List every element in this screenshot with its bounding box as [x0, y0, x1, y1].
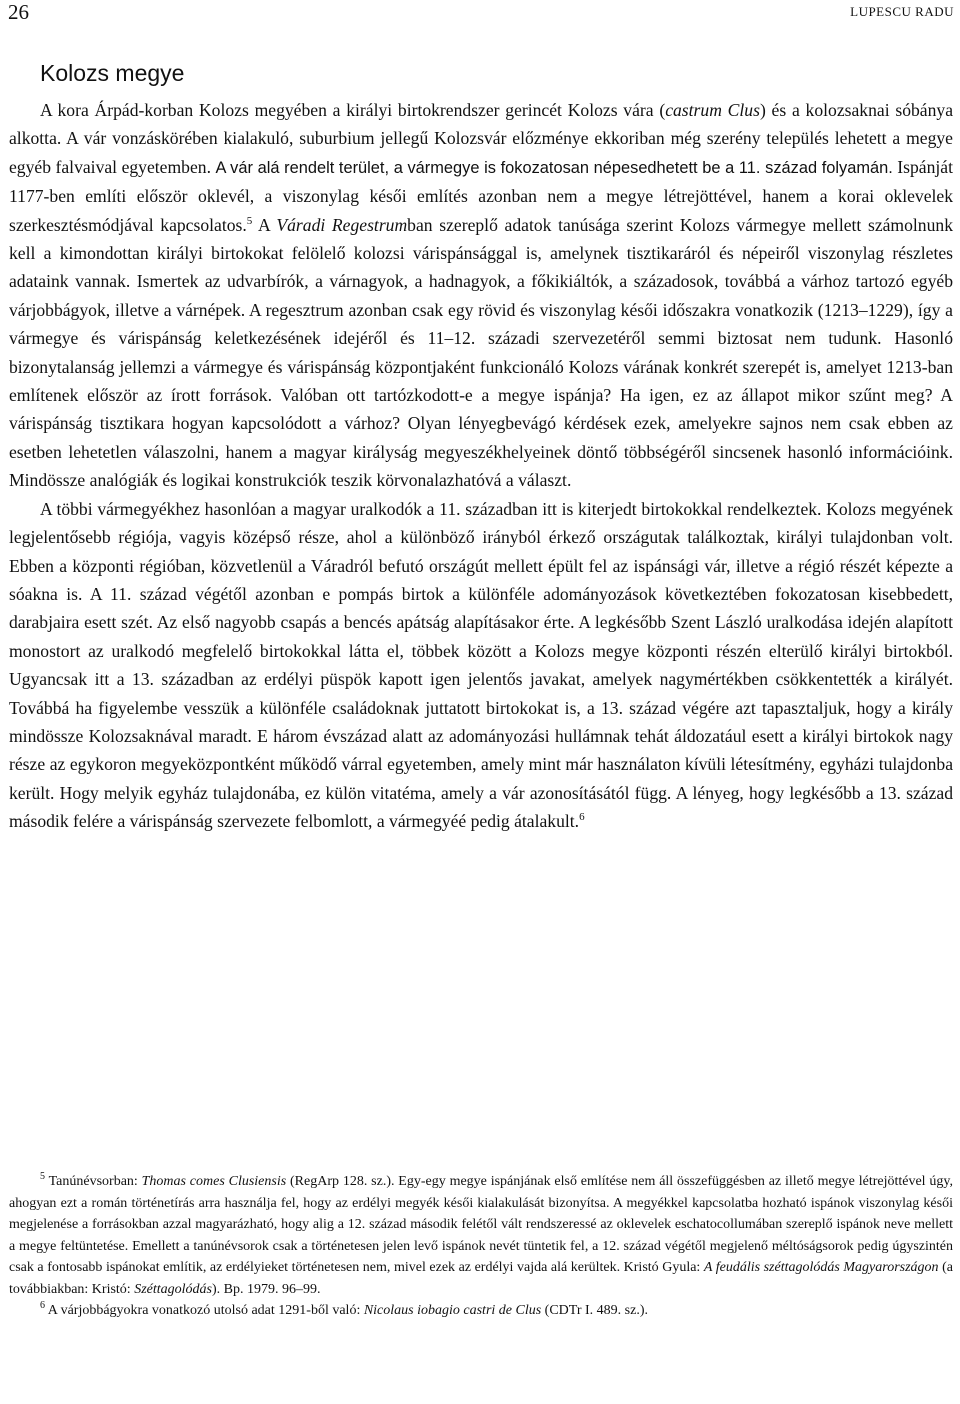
- footnote-5: [9, 1171, 953, 1300]
- italic-term: castrum Clus: [665, 100, 760, 120]
- footnote-number: 5: [40, 1171, 45, 1182]
- footnote-number: 6: [40, 1300, 45, 1311]
- text-span: Tanúnévsorban:: [45, 1174, 142, 1189]
- page-header: [0, 0, 960, 30]
- footnote-6: [9, 1300, 953, 1322]
- text-span: (RegArp 128. sz.). Egy-egy megye ispánjának első említése nem áll összefüggésben az illető megye létrejöttével úgy, ahogyan ezt a román történetírás arra használja fel, hogy az erdélyi megyék késői kialakulását bizonyítsa. A megyékkel kapcsolatba hozható ispánok viszonylag késői megjelenése a forrásokban azzal magyarázható, hogy alig a 12. század második felétől vált rendszeressé az oklevelek eschatocollumában szereplő ispánok neve mellett a megye feltüntetése. Emellett a tanúnévsorok csak a történetesen jelen levő ispánok nevét tüntetik fel, a 12. század végétől megjelenő méltóságsorok pedig úgyszintén csak a fontosabb ispánokat említik, az erdélyieket történetesen nem, mivel ezek az erdélyi vajda alá kerültek. Kristó Gyula:: [9, 1174, 953, 1275]
- text-span: (a továbbiakban: Kristó:: [9, 1260, 953, 1297]
- page-number: 26: [8, 0, 29, 24]
- footnote-ref-5[interactable]: 5: [246, 214, 253, 227]
- text-span: A többi vármegyékhez hasonlóan a magyar uralkodók a 11. században itt is kiterjedt birtokokkal rendelkeztek. Kolozs megyének legjelentősebb régiója, vagyis középső része, ahol a különböző irányból érkező országutak találkoztak, királyi tulajdonban volt. Ebben a központi régióban, közvetlenül a Váradról befutó országút mellett épült fel az ispánsági vár, illetve a régió részét képezte a sóakna is. A 11. század végétől azonban e pompás birtok a különféle adományozások következtében fokozatosan kisebbedett, darabjaira esett szét. Az első nagyobb csapás a bencés apátság alapításakor érte. A legkésőbb Szent László uralkodása idején alapított monostort az uralkodó megfelelő birtokokkal látta el, többek között a Kolozs megye központi részén elterülő királyi birtokból. Ugyancsak itt a 13. században az erdélyi püspök kapott igen jelentős javakat, amelyek nagymértékben csökkentették a királyét. Továbbá ha figyelembe vesszük a különféle családoknak juttatott birtokokat is, a 13. század végére azt tapasztaljuk, hogy a király mindössze Kolozsaknával maradt. E három évszázad alatt az adományozási hullámnak tehát áldozatául esett a királyi birtokok nagy része az egykoron megyeközpontként működő várral egyetemben, amely mint már használaton kívüli létesítmény, egyházi tulajdonba került. Hogy melyik egyház tulajdonába, ez külön vitatéma, amely a vár azonosításától függ. A lényeg, hogy legkésőbb a 13. század második felére a várispánság szervezete felbomlott, a vármegyéé pedig átalakult.: [9, 498, 953, 832]
- text-span: ). Bp. 1979. 96–99.: [211, 1281, 321, 1297]
- section-title: Kolozs megye: [40, 60, 185, 86]
- paragraph-1: [9, 96, 953, 495]
- text-span: Ispánját 1177-ben említi először oklevél, a viszonylag késői említés azonban nem a megye létrejöttével, hanem a korai oklevelek szerkesztésmódjával kapcsolatos.: [9, 156, 953, 235]
- main-text: [9, 96, 953, 836]
- text-span: A várjobbágyokra vonatkozó utolsó adat 1291-ből való:: [45, 1303, 364, 1318]
- text-span: (CDTr I. 489. sz.).: [541, 1303, 648, 1318]
- italic-term: Thomas comes Clusiensis: [141, 1174, 287, 1189]
- text-span: A: [252, 214, 277, 235]
- text-span: A kora Árpád-korban Kolozs megyében a királyi birtokrendszer gerincét Kolozs vára (: [40, 100, 666, 120]
- text-span: ) és a kolozsaknai sóbánya alkotta. A vár vonzáskörében kialakuló, suburbium jellegű Kolozsvár előzménye ekkoriban még szerény település lehetett a megye egyéb falvaival egyetemben.: [9, 100, 954, 177]
- running-head: LUPESCU RADU: [850, 4, 954, 19]
- text-span: ban szereplő adatok tanúsága szerint Kolozs vármegye mellett számolnunk kell a kimondottan királyi birtokokat felölelő kolozsi várispánsággal is, amelynek tisztikaráról és népeiről viszonylag részletes adataink vannak. Ismertek az udvarbírók, a várnagyok, a hadnagyok, a főkikiáltók, a századosok, továbbá a várhoz tartozó egyéb várjobbágyok, illetve a várnépek. A regesztrum azonban csak egy rövid és viszonylag késői időszakra vonatkozik (1213–1229), így a vármegye és várispánság keletkezésének idejéről és 11–12. századi szervezetéről semmi biztosat nem tudunk. Hasonló bizonytalanság jellemzi a vármegye és várispánság központjaként funkcionáló Kolozs várának konkrét szerepét is, amelyet 1213-ban említenek először az írott források. Valóban ott tartózkodott-e a megye ispánja? Ha igen, ez az állapot mikor szűnt meg? A várispánság tisztikara hogyan kapcsolódott a várhoz? Olyan lényegbevágó kérdések ezek, amelyekre sajnos nem csak ebben az esetben lehetetlen válaszolni, hanem a magyar királyság megyeszékhelyeinek döntő többségéről sincsenek hasonló információink. Mindössze analógiák és logikai konstrukciók teszik körvonalazhatóvá a választ.: [9, 214, 953, 491]
- footnote-ref-6[interactable]: 6: [579, 811, 585, 824]
- italic-term: Széttagolódás: [134, 1281, 212, 1297]
- italic-term: Nicolaus iobagio castri de Clus: [363, 1303, 542, 1318]
- text-span-sans: A vár alá rendelt terület, a vármegye is fokozatosan népesedhetett be a 11. század folyamán.: [215, 158, 893, 177]
- footnotes: [9, 1171, 953, 1322]
- italic-term: A feudális széttagolódás Magyarországon: [703, 1260, 939, 1275]
- paragraph-2: [9, 495, 953, 836]
- italic-term: Váradi Regestrum: [276, 214, 408, 235]
